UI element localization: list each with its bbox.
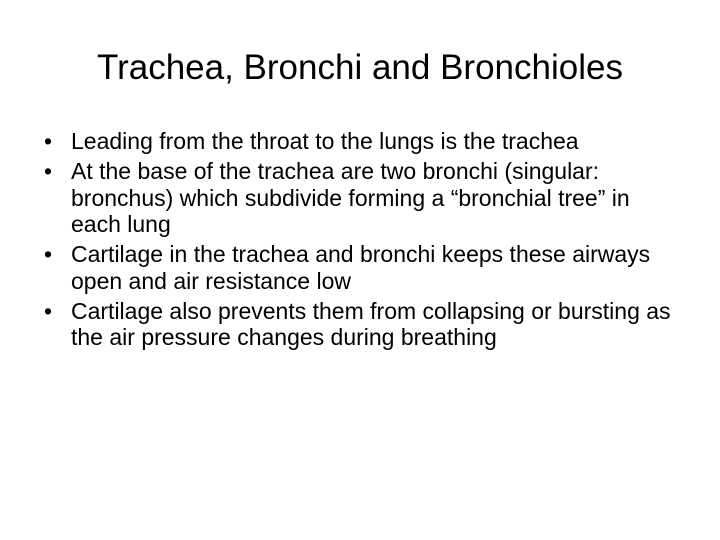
bullet-text: At the base of the trachea are two bronchi (singular: bronchus) which subdivide forming a “bronchial tree” in each lung [71, 158, 630, 237]
bullet-item-cartilage-airways [44, 241, 684, 294]
bullet-list [44, 128, 684, 354]
bullet-marker: • [44, 128, 53, 154]
bullet-marker: • [44, 158, 53, 184]
bullet-text: Cartilage also prevents them from collapsing or bursting as the air pressure changes during breathing [71, 297, 671, 350]
bullet-marker: • [44, 241, 53, 267]
bullet-item-trachea [44, 128, 684, 155]
bullet-text: Leading from the throat to the lungs is the trachea [71, 128, 579, 154]
bullet-item-cartilage-pressure [44, 298, 684, 351]
bullet-marker: • [44, 297, 53, 324]
bullet-text: Cartilage in the trachea and bronchi keeps these airways open and air resistance low [71, 241, 651, 294]
slide-title: Trachea, Bronchi and Bronchioles [97, 48, 623, 87]
bullet-item-bronchi [44, 158, 684, 238]
